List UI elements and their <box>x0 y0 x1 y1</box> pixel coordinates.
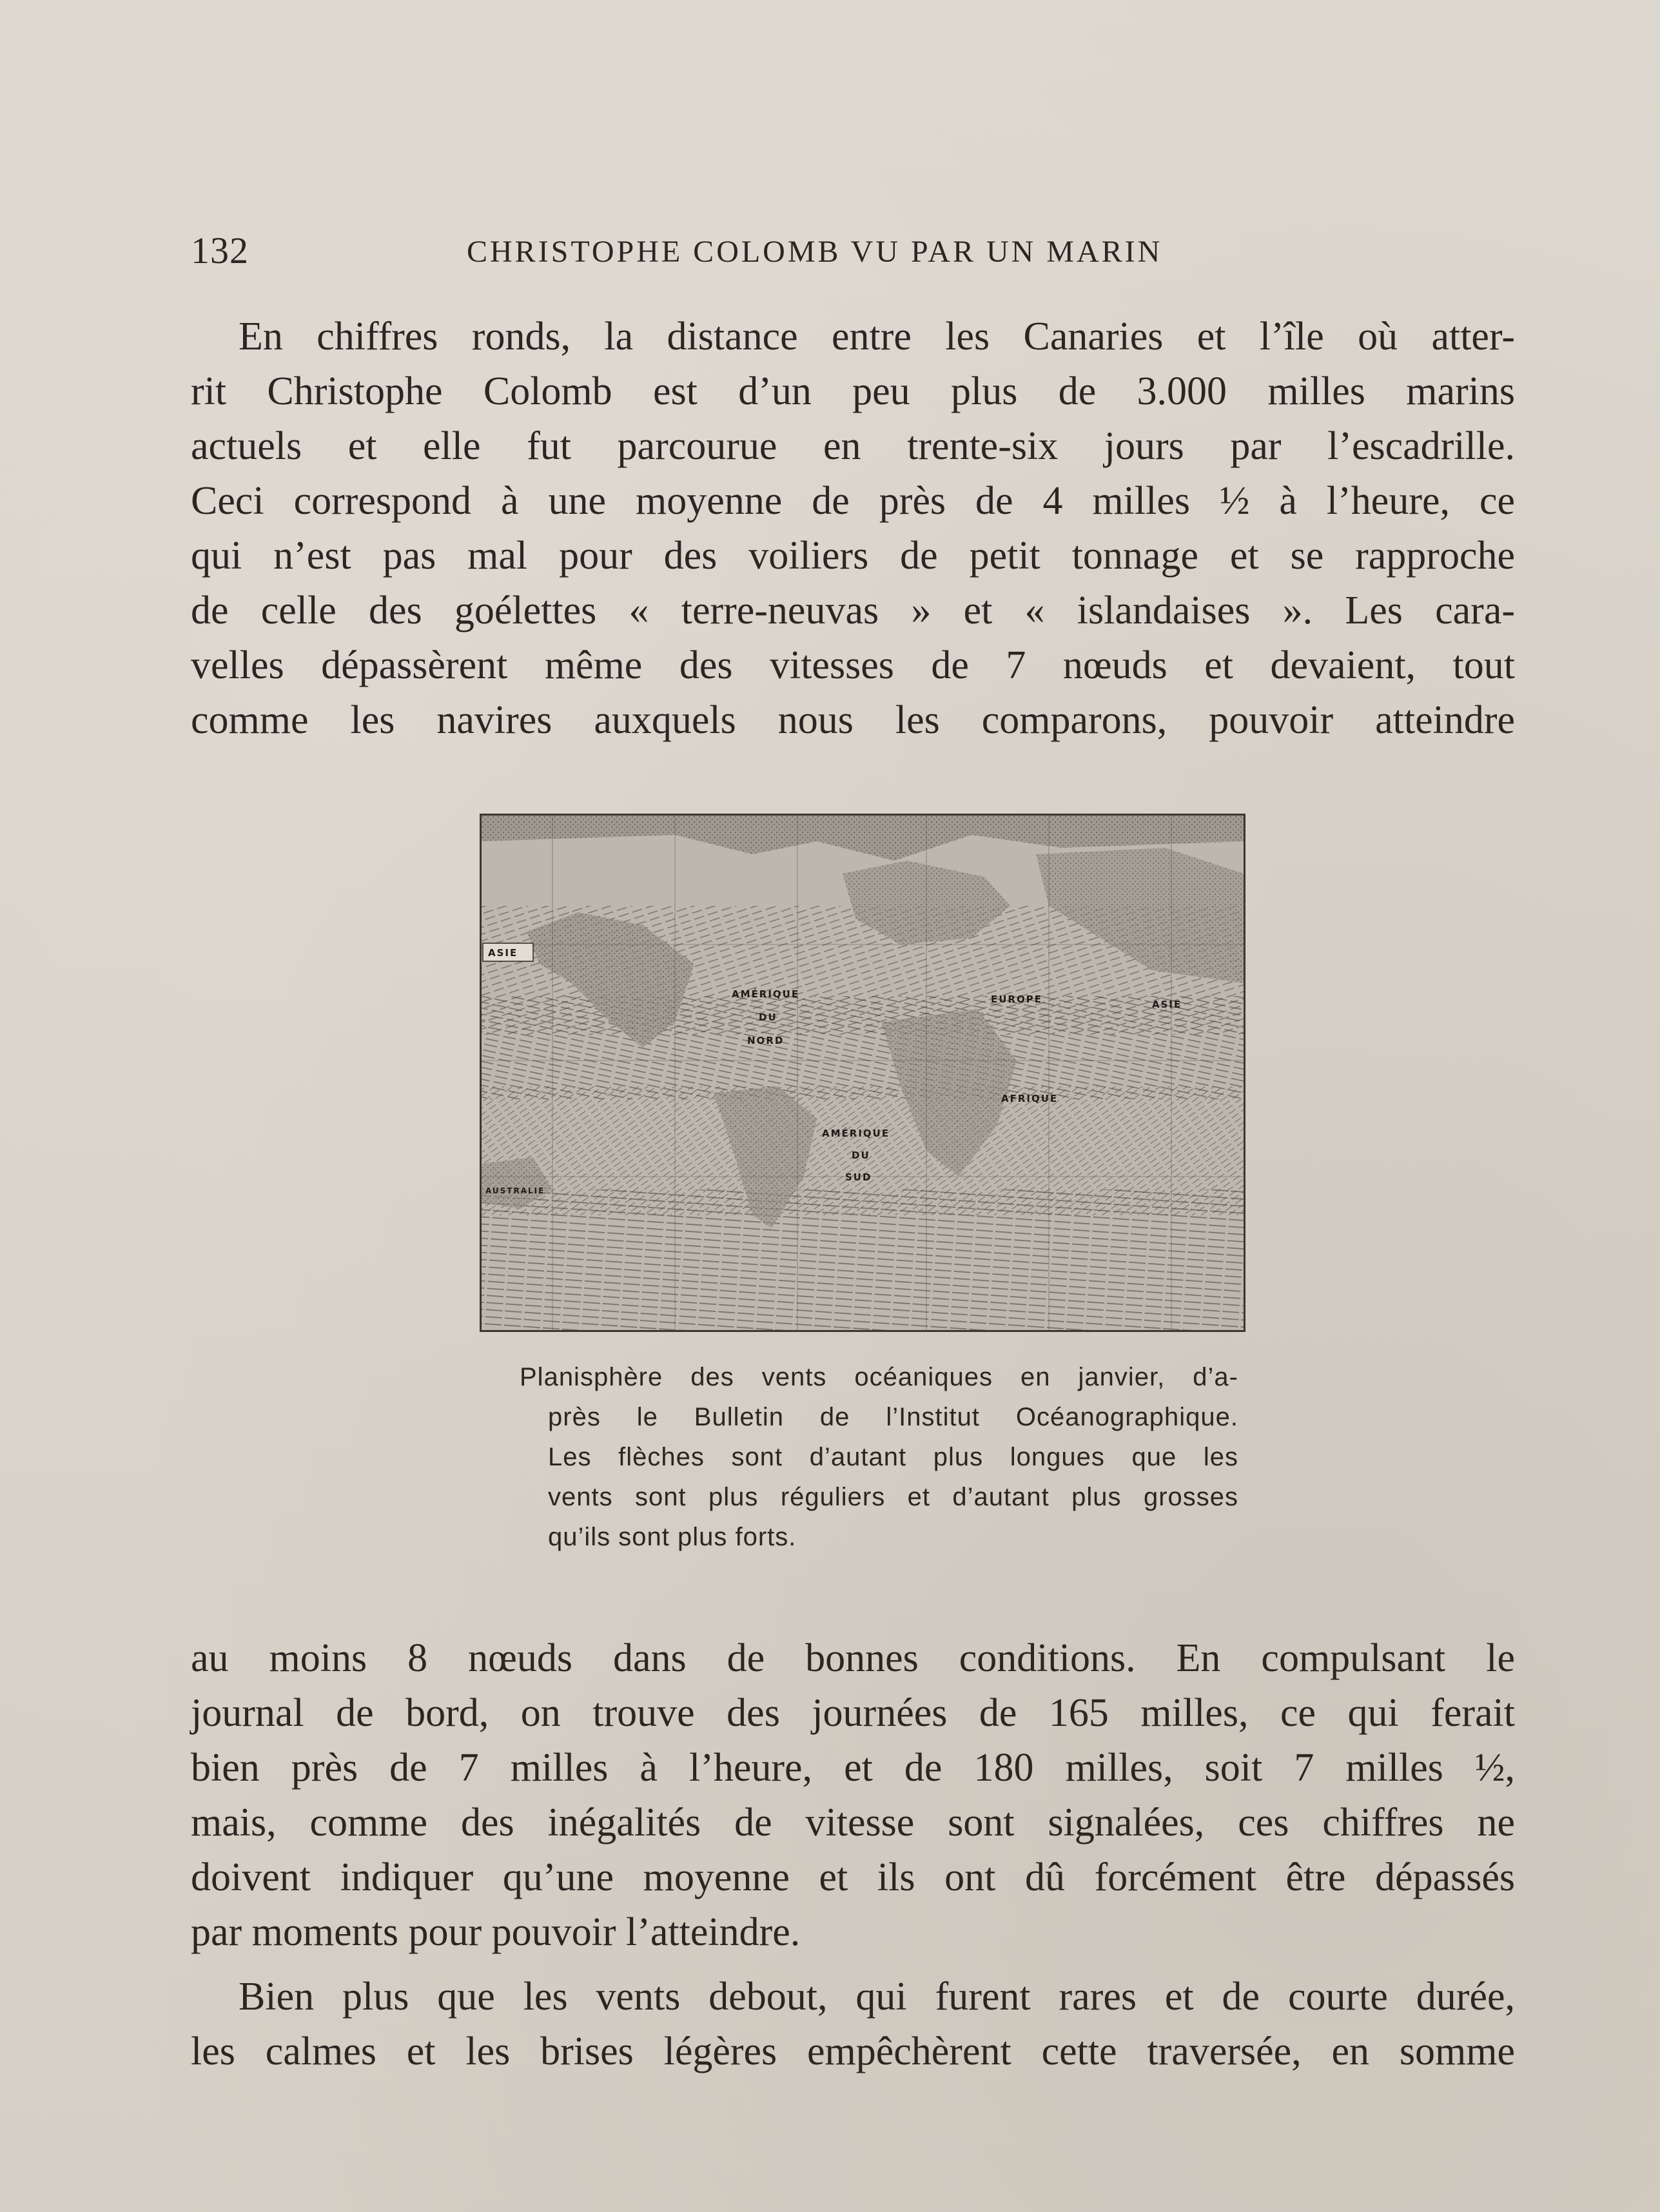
caption-line: près le Bulletin de l’Institut Océanographique. <box>548 1403 1238 1431</box>
page-header <box>191 229 1512 274</box>
text-line: comme les navires auxquels nous les comparons, pouvoir atteindre <box>191 698 1515 742</box>
caption-line: vents sont plus réguliers et d’autant plus grosses <box>548 1483 1238 1511</box>
text-line: Ceci correspond à une moyenne de près de 4 milles ½ à l’heure, ce <box>191 479 1515 523</box>
wind-map-illustration <box>482 816 1244 1330</box>
map-label-north-america-1: AMÉRIQUE <box>732 988 800 1000</box>
text-line: Bien plus que les vents debout, qui furent rares et de courte durée, <box>239 1975 1515 2019</box>
paragraph-3 <box>191 1970 1515 2079</box>
text-line: rit Christophe Colomb est d’un peu plus de 3.000 milles marins <box>191 369 1515 413</box>
paragraph-1 <box>191 309 1515 748</box>
map-label-australia: AUSTRALIE <box>485 1186 545 1195</box>
caption-line: Les flèches sont d’autant plus longues que les <box>548 1443 1238 1471</box>
map-label-south-america-3: SUD <box>845 1171 872 1183</box>
text-line: par moments pour pouvoir l’atteindre. <box>191 1910 801 1954</box>
text-line: qui n’est pas mal pour des voiliers de petit tonnage et se rapproche <box>191 534 1515 578</box>
text-line: En chiffres ronds, la distance entre les Canaries et l’île où atter- <box>239 315 1515 358</box>
wind-band-tropical <box>482 996 1244 1099</box>
wind-map-figure <box>480 814 1245 1332</box>
caption-line: qu’ils sont plus forts. <box>548 1523 797 1551</box>
caption-line: Planisphère des vents océaniques en janvier, d’a- <box>520 1363 1238 1391</box>
map-label-south-america-1: AMÉRIQUE <box>822 1128 890 1139</box>
text-line: mais, comme des inégalités de vitesse sont signalées, ces chiffres ne <box>191 1801 1515 1845</box>
text-line: velles dépassèrent même des vitesses de 7 nœuds et devaient, tout <box>191 643 1515 687</box>
page-number: 132 <box>191 230 249 271</box>
text-line: actuels et elle fut parcourue en trente-six jours par l’escadrille. <box>191 424 1515 468</box>
map-label-south-america-2: DU <box>852 1150 870 1161</box>
text-line: de celle des goélettes « terre-neuvas » et « islandaises ». Les cara- <box>191 589 1515 632</box>
figure-caption <box>520 1357 1238 1557</box>
text-line: au moins 8 nœuds dans de bonnes conditions. En compulsant le <box>191 1636 1515 1680</box>
text-line: bien près de 7 milles à l’heure, et de 180 milles, soit 7 milles ½, <box>191 1746 1515 1790</box>
wind-band-south <box>482 1189 1244 1330</box>
text-line: journal de bord, on trouve des journées de 165 milles, ce qui ferait <box>191 1691 1515 1735</box>
map-label-africa: AFRIQUE <box>1001 1093 1059 1104</box>
map-label-europe: EUROPE <box>991 993 1042 1005</box>
paragraph-2 <box>191 1631 1515 1960</box>
map-label-asia-left: ASIE <box>488 947 518 959</box>
running-title: CHRISTOPHE COLOMB VU PAR UN MARIN <box>467 235 1163 269</box>
map-label-north-america-2: DU <box>759 1012 777 1023</box>
map-label-asia-right: ASIE <box>1152 999 1182 1010</box>
text-line: les calmes et les brises légères empêchèrent cette traversée, en somme <box>191 2030 1515 2073</box>
text-line: doivent indiquer qu’une moyenne et ils ont dû forcément être dépassés <box>191 1855 1515 1899</box>
map-label-north-america-3: NORD <box>747 1035 785 1046</box>
